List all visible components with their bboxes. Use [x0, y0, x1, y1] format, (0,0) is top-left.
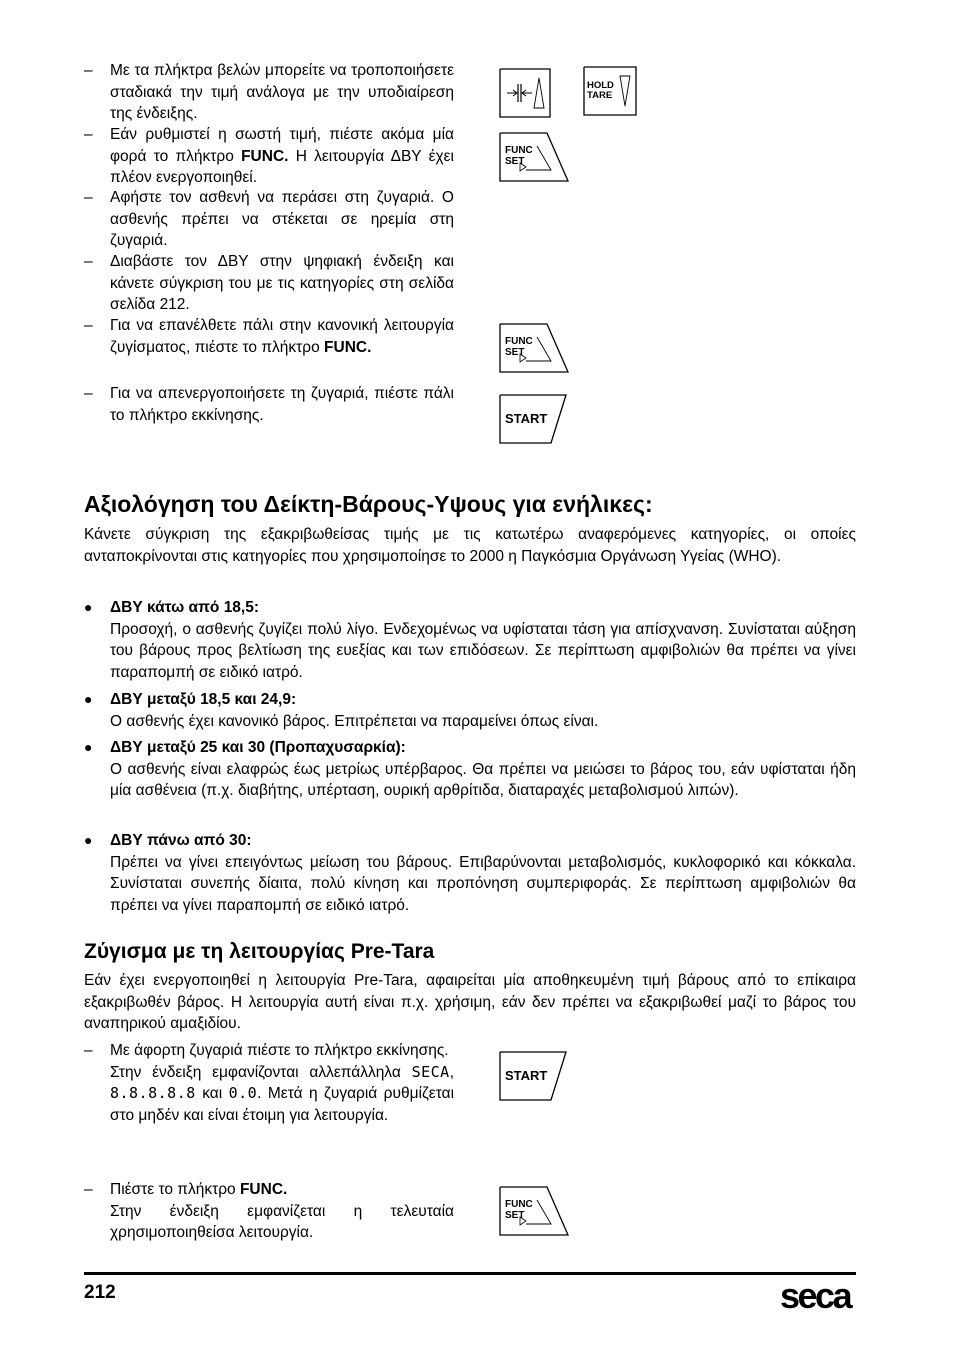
footer-rule	[84, 1272, 856, 1275]
func-set-button[interactable]	[499, 1186, 569, 1236]
step-text: Πιέστε το πλήκτρο FUNC.	[110, 1181, 288, 1198]
pretara-section-intro: Εάν έχει ενεργοποιηθεί η λειτουργία Pre-Tara, αφαιρείται μία αποθηκευμένη τιμή βάρους από το επίκαιρα εξακριβωθέν βάρος. Η λειτουργία αυτή είναι π.χ. χρήσιμη, εάν δεν πρέπει να εξακριβωθεί μαζί το βάρος του αναπηρικού αμαξιδίου.	[84, 972, 856, 1032]
arrow-keys-icon	[499, 68, 551, 118]
category-text: Προσοχή, ο ασθενής ζυγίζει πολύ λίγο. Ενδεχομένως να υφίσταται τάση για απίσχνανση. Συνίσταται αύξηση του βάρους προς βελτίωση της ευεξίας και των επιδόσεων. Σε περίπτωση αμφιβολιών θα πρέπει να γίνει παραπομπή σε ειδικό ιατρό.	[110, 620, 856, 681]
step-arrow-keys	[84, 60, 454, 125]
step-text: Με τα πλήκτρα βελών μπορείτε να τροποποιήσετε σταδιακά την τιμή ανάλογα με την υποδιαίρεση της ένδειξης.	[110, 62, 454, 122]
dash-marker: –	[84, 126, 93, 143]
lcd-seca-readout: SECA	[411, 1062, 450, 1081]
step-patient-on-scale	[84, 187, 454, 252]
pretara-step-func	[84, 1179, 454, 1244]
bullet-icon: ●	[84, 599, 93, 615]
set-label: SET	[505, 347, 525, 358]
step-text: Εάν ρυθμιστεί η σωστή τιμή, πιέστε ακόμα μία φορά το πλήκτρο FUNC. Η λειτουργία ΔΒΥ έχει πλέον ενεργοποιηθεί.	[110, 126, 454, 186]
start-button[interactable]	[499, 1051, 567, 1101]
step-text: Για να απενεργοποιήσετε τη ζυγαριά, πιέστε πάλι το πλήκτρο εκκίνησης.	[110, 385, 454, 424]
step-return-normal	[84, 315, 454, 358]
lcd-zero-readout: 0.0	[228, 1084, 258, 1102]
start-button[interactable]	[499, 394, 567, 444]
func-set-button[interactable]	[499, 323, 569, 373]
arrow-keys-button[interactable]	[499, 68, 551, 118]
category-text: Ο ασθενής είναι ελαφρώς έως μετρίως υπέρβαρος. Θα πρέπει να μειώσει το βάρος του, εάν υφίσταται ήδη μία ασθένεια (π.χ. διαβήτης, υπέρταση, ουρική αρθρίτιδα, διαταραχές μεταβολισμού λιπών).	[110, 760, 856, 799]
func-label: FUNC	[505, 145, 533, 156]
func-set-button[interactable]	[499, 132, 569, 182]
tare-label: TARE	[587, 90, 613, 101]
step-text: Στην ένδειξη εμφανίζεται η τελευταία χρησιμοποιηθείσα λειτουργία.	[110, 1202, 454, 1241]
bullet-icon: ●	[84, 739, 93, 755]
category-title: ΔΒΥ κάτω από 18,5:	[110, 599, 260, 616]
set-label: SET	[505, 156, 525, 167]
dash-marker: –	[84, 189, 93, 206]
step-text: Για να επανέλθετε πάλι στην κανονική λειτουργία ζυγίσματος, πιέστε το πλήκτρο FUNC.	[110, 317, 454, 356]
bmi-section-intro: Κάνετε σύγκριση της εξακριβωθείσας τιμής με τις κατωτέρω αναφερόμενες κατηγορίες, οι οποίες ανταποκρίνονται στις κατηγορίες που χρησιμοποίησε το 2000 η Παγκόσμια Οργάνωση Υγείας (WHO).	[84, 526, 856, 565]
hold-label: HOLD	[587, 80, 614, 91]
start-label: START	[505, 411, 548, 426]
category-title: ΔΒΥ πάνω από 30:	[110, 832, 252, 849]
bmi-category-preobese	[84, 737, 856, 802]
dash-marker: –	[84, 317, 93, 334]
bmi-section-heading: Αξιολόγηση του Δείκτη-Βάρους-Υψους για ενήλικες:	[84, 491, 653, 517]
page-number: 212	[84, 1282, 116, 1303]
func-label: FUNC	[505, 336, 533, 347]
set-label: SET	[505, 1210, 525, 1221]
dash-marker: –	[84, 253, 93, 270]
step-read-bmi	[84, 251, 454, 316]
step-switch-off	[84, 383, 454, 426]
lcd-test-readout: 8.8.8.8.8	[110, 1084, 196, 1102]
category-text: Πρέπει να γίνει επειγόντως μείωση του βάρους. Επιβαρύνονται μεταβολισμός, κυκλοφορικό και κόκκαλα. Συνίσταται συνεπής δίαιτα, πολύ κίνηση και προπόνηση συμπεριφοράς. Σε περίπτωση αμφιβολιών θα πρέπει να γίνει παραπομπή σε ειδικό ιατρό.	[110, 853, 856, 914]
pretara-step-start	[84, 1040, 454, 1126]
dash-marker: –	[84, 1042, 93, 1059]
step-text: Διαβάστε τον ΔΒΥ στην ψηφιακή ένδειξη και κάνετε σύγκριση του με τις κατηγορίες στη σελίδα σελίδα 212.	[110, 253, 454, 313]
step-display-text: Στην ένδειξη εμφανίζονται αλλεπάλληλα SECA, 8.8.8.8.8 και 0.0. Μετά η ζυγαριά ρυθμίζεται στο μηδέν και είναι έτοιμη για λειτουργία.	[110, 1062, 455, 1124]
key-name-func: FUNC.	[241, 147, 289, 165]
category-text: Ο ασθενής έχει κανονικό βάρος. Επιτρέπεται να παραμείνει όπως είναι.	[110, 712, 599, 730]
dash-marker: –	[84, 62, 93, 79]
bullet-icon: ●	[84, 691, 93, 707]
bmi-category-obese	[84, 830, 856, 916]
category-title: ΔΒΥ μεταξύ 25 και 30 (Προπαχυσαρκία):	[110, 739, 406, 756]
bmi-category-normal	[84, 689, 856, 732]
key-name-func: FUNC.	[324, 338, 372, 356]
dash-marker: –	[84, 1181, 93, 1198]
step-text: Με άφορτη ζυγαριά πιέστε το πλήκτρο εκκίνησης.	[110, 1042, 449, 1059]
seca-logo: seca	[780, 1275, 851, 1316]
key-name-func: FUNC.	[239, 1181, 288, 1198]
bmi-category-underweight	[84, 597, 856, 683]
start-label: START	[505, 1068, 548, 1083]
bullet-icon: ●	[84, 832, 93, 848]
category-title: ΔΒΥ μεταξύ 18,5 και 24,9:	[110, 691, 297, 708]
dash-marker: –	[84, 385, 93, 402]
pretara-section-heading: Ζύγισμα με τη λειτουργίας Pre-Tara	[84, 940, 435, 963]
hold-tare-button[interactable]	[583, 66, 637, 116]
step-confirm-value	[84, 124, 454, 189]
func-label: FUNC	[505, 1199, 533, 1210]
step-text: Αφήστε τον ασθενή να περάσει στη ζυγαριά. Ο ασθενής πρέπει να στέκεται σε ηρεμία στη ζυγαριά.	[110, 189, 454, 249]
